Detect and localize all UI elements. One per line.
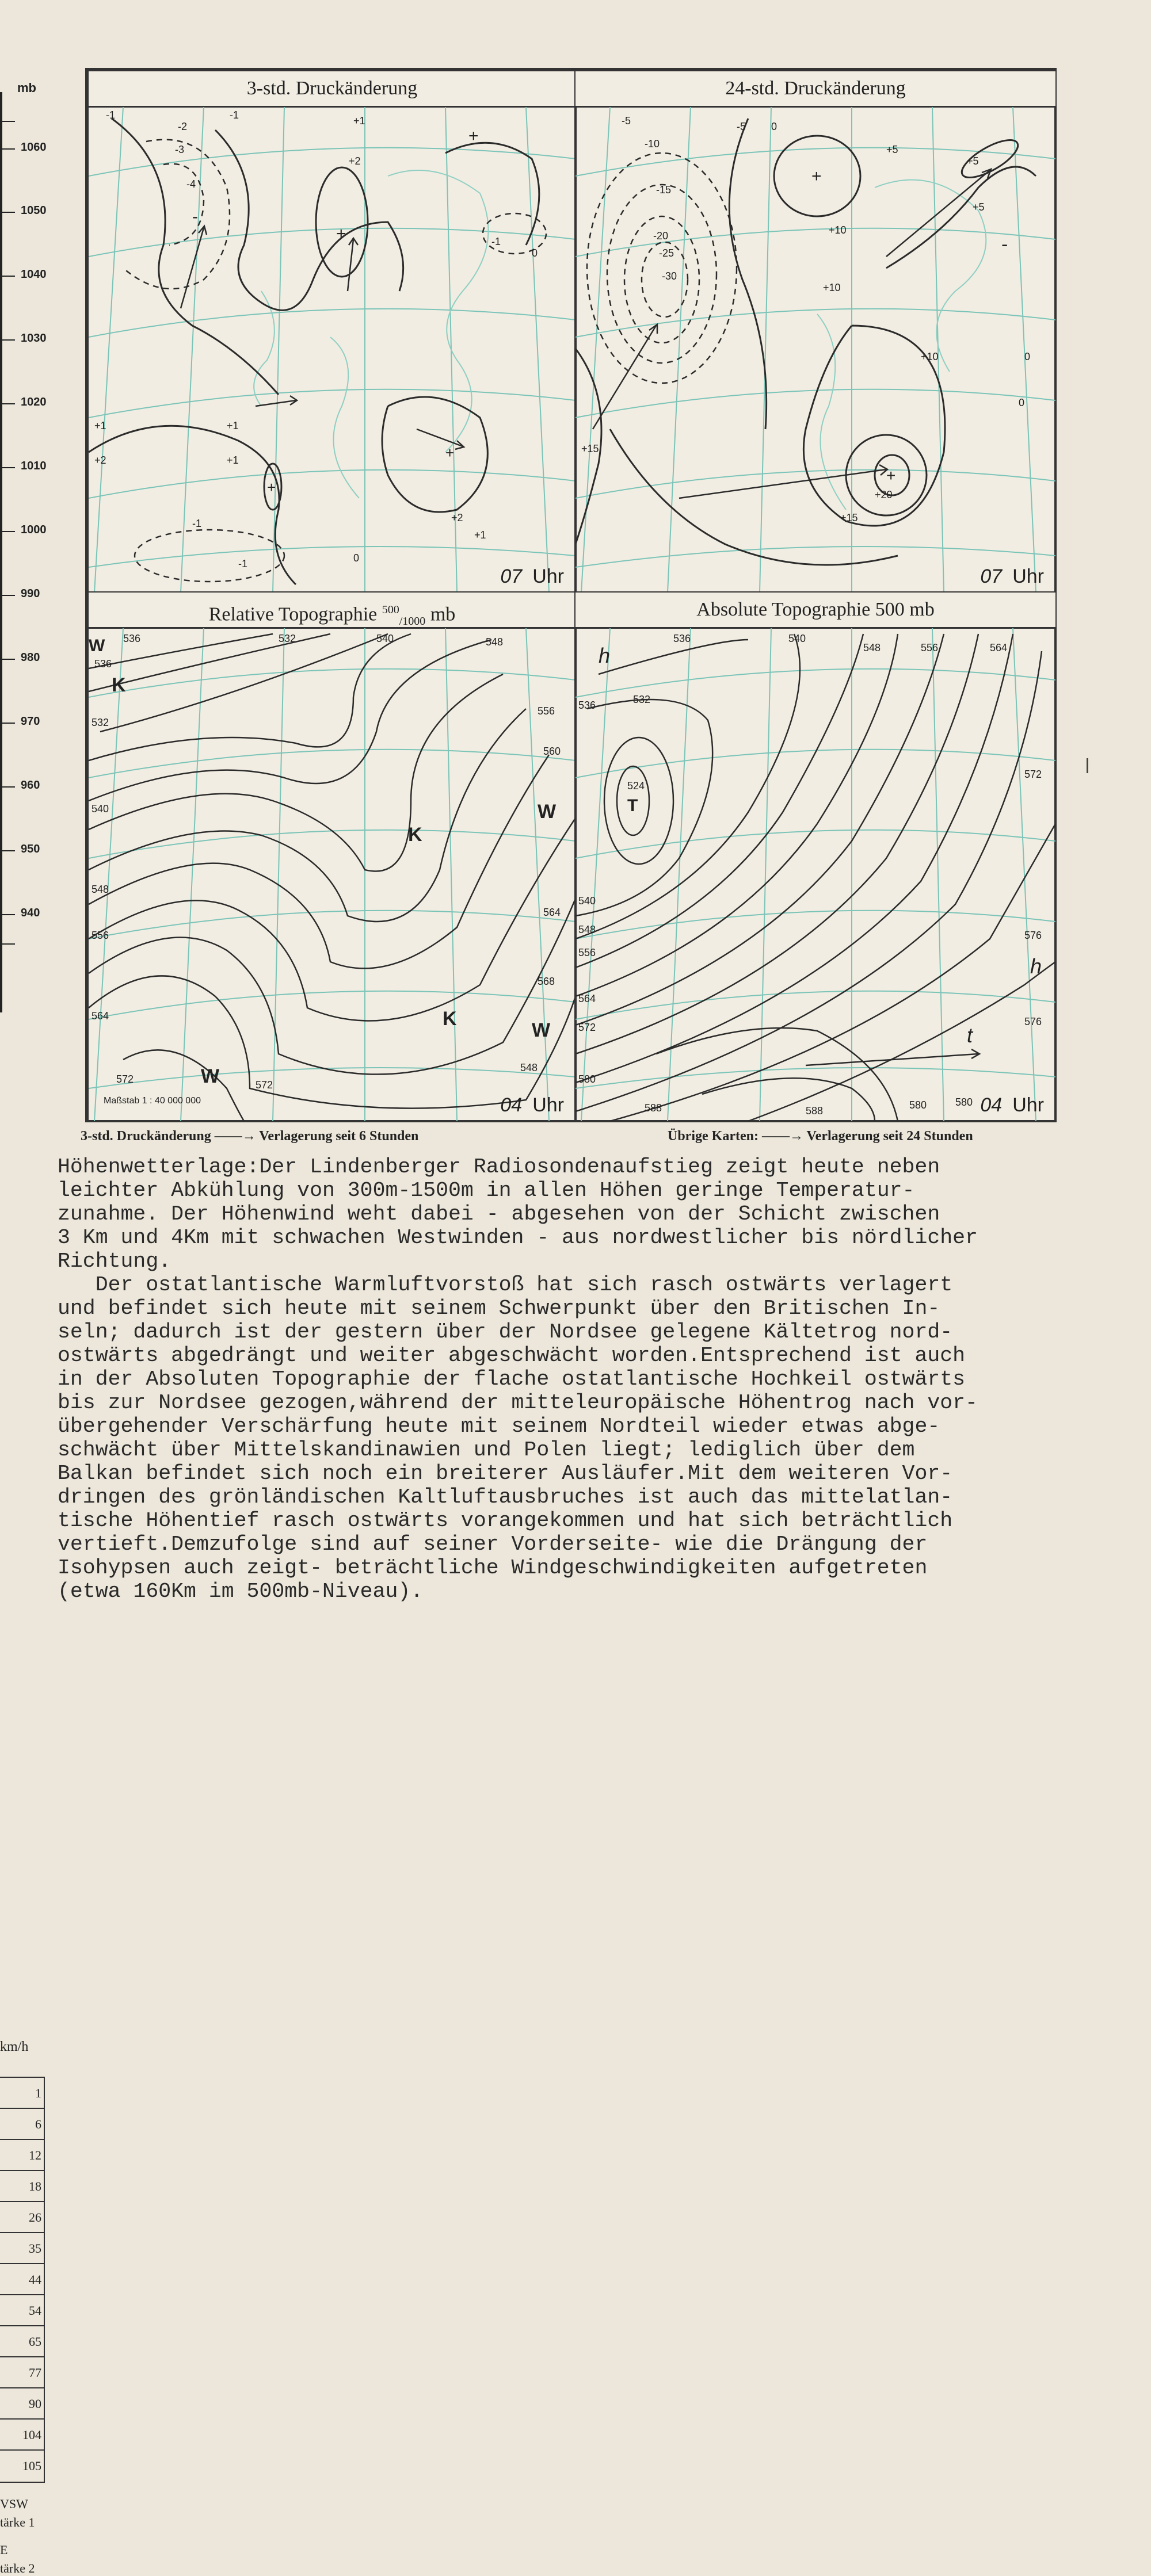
wind-value: 77 — [29, 2365, 41, 2380]
cold-air-mark: K — [408, 824, 422, 846]
pressure-center-mark: + — [336, 224, 346, 243]
contour-label: 532 — [92, 717, 109, 728]
scale-tick — [0, 659, 15, 660]
contour-label: +5 — [973, 201, 985, 213]
panel-3h-pressure-change — [87, 70, 577, 594]
scale-tick — [0, 914, 15, 915]
contour-label: +20 — [875, 489, 893, 500]
isallobars — [89, 119, 539, 584]
contour-label: +10 — [829, 224, 847, 236]
contour-label: 564 — [92, 1010, 109, 1022]
panel-title — [89, 593, 576, 629]
warm-air-mark: W — [538, 801, 557, 823]
scale-tick — [0, 595, 15, 596]
contour-label: -30 — [662, 270, 677, 282]
warm-air-mark: W — [532, 1019, 551, 1041]
pressure-center-mark: + — [886, 467, 896, 484]
contour-label: +10 — [921, 351, 939, 362]
hour-value: 04 — [500, 1094, 523, 1116]
map-svg — [576, 107, 1055, 593]
map-area — [576, 628, 1055, 1121]
contour-label: 560 — [543, 746, 561, 757]
pressure-tick-label: 1040 — [21, 268, 47, 281]
pressure-tick-label: 970 — [21, 715, 40, 728]
legend-left — [81, 1129, 418, 1144]
hour-unit: Uhr — [1012, 565, 1044, 587]
high-mark: h — [599, 644, 611, 667]
contour-label: 556 — [578, 947, 596, 958]
legend-text: 3-std. Druckänderung — [81, 1129, 215, 1144]
wind-value: 6 — [35, 2117, 41, 2131]
pressure-tick-label: 950 — [21, 843, 40, 855]
contour-label: 548 — [486, 636, 504, 648]
wind-code: VSW — [0, 2497, 28, 2511]
panel-24h-pressure-change — [574, 70, 1057, 594]
hour-unit: Uhr — [532, 1094, 564, 1116]
scale-tick — [0, 850, 15, 851]
scale-tick — [0, 467, 15, 468]
wind-value: 90 — [29, 2397, 41, 2411]
warm-air-mark: W — [89, 636, 105, 655]
wind-value: 105 — [22, 2459, 41, 2473]
contour-label: +2 — [349, 155, 361, 167]
high-mark: h — [1030, 954, 1042, 978]
contour-label: +1 — [94, 420, 106, 431]
time-label — [980, 565, 1044, 588]
contour-label: 0 — [353, 552, 360, 564]
contour-label: -5 — [737, 121, 746, 132]
map-svg — [89, 628, 576, 1121]
panel-title: Absolute Topographie 500 mb — [576, 593, 1055, 629]
contour-labels — [89, 633, 561, 1091]
contour-label: 564 — [990, 642, 1008, 653]
wind-value: 26 — [29, 2210, 41, 2225]
hour-unit: Uhr — [1012, 1094, 1044, 1116]
contour-label: 556 — [538, 705, 555, 717]
margin-mark — [1087, 758, 1088, 773]
legend-text: Übrige Karten: — [668, 1129, 762, 1144]
wind-cell — [0, 2418, 45, 2451]
contour-label: 548 — [92, 884, 109, 895]
scale-tick — [0, 276, 15, 277]
low-mark: t — [967, 1023, 973, 1047]
contour-label: -4 — [186, 178, 196, 190]
time-label — [500, 1094, 564, 1117]
wind-code: E — [0, 2543, 8, 2557]
scale-tick — [0, 339, 15, 341]
wind-cell — [0, 2325, 45, 2357]
contour-label: +1 — [227, 420, 239, 431]
weather-map-grid — [85, 68, 1057, 1122]
map-area — [89, 107, 576, 593]
contour-label: -15 — [656, 184, 672, 196]
wind-cell — [0, 2170, 45, 2202]
pressure-center-mark: + — [445, 444, 455, 461]
paragraph: Höhenwetterlage:Der Lindenberger Radiosondenaufstieg zeigt heute neben leichter Abkühlung von 300m-1500m in allen Höhen geringe Temperatur- zunahme. Der Höhenwind weht dabei - abgesehen von der Schicht zwischen 3 Km und 4Km mit schwachen Westwinden - aus nordwestlicher bis nördlicher Richtung. — [58, 1155, 978, 1273]
wind-scale — [0, 1012, 58, 2575]
scale-tick — [0, 943, 15, 945]
pressure-tick-label: 1060 — [21, 141, 47, 154]
pressure-tick-label: 990 — [21, 587, 40, 600]
map-scale-note: Maßstab 1 : 40 000 000 — [104, 1096, 201, 1106]
title-subscript: /1000 — [399, 615, 426, 628]
contour-label: -5 — [622, 115, 631, 127]
contour-label: 548 — [520, 1062, 538, 1073]
contour-label: +1 — [227, 454, 239, 466]
map-area — [89, 628, 576, 1121]
legend-right — [668, 1129, 973, 1144]
paragraph: Der ostatlantische Warmluftvorstoß hat sich rasch ostwärts verlagert und befindet sich heute mit seinem Schwerpunkt über den Britischen In- seln; dadurch ist der gestern über der Nordsee gelegene Kältetrog nord- ostwärts abgedrängt und weiter abgeschwächt worden.Entsprechend ist auch in der Absoluten Topographie der flache ostatlantische Hochkeil ostwärts bis zur Nordsee gezogen,während der mitteleuropäische Höhentrog nach vor- übergehender Verschärfung heute mit seinem Nordteil wieder etwas abge- schwächt über Mittelskandinawien und Polen liegt; lediglich über dem Balkan befindet sich noch ein breiterer Ausläufer.Mit dem weiteren Vor- dringen des grönländischen Kaltluftausbruches ist auch das mittelatlan- tische Höhentief rasch ostwärts vorangekommen und hat sich beträchtlich vertieft.Demzufolge sind auf seiner Vorderseite- wie die Drängung der Isohypsen auch zeigt- beträchtliche Windgeschwindigkeiten aufgetreten (etwa 160Km im 500mb-Niveau). — [58, 1273, 978, 1603]
displacement-arrows — [806, 1049, 980, 1065]
contour-label: 0 — [771, 121, 778, 132]
graticule — [89, 628, 576, 1121]
contour-label: 572 — [1024, 769, 1042, 780]
contour-label: -1 — [106, 109, 116, 121]
map-svg — [576, 628, 1055, 1121]
low-center-mark: T — [627, 796, 638, 815]
scale-tick — [0, 148, 15, 150]
cold-air-mark: K — [112, 674, 126, 696]
wind-value: 18 — [29, 2179, 41, 2193]
wind-cell — [0, 2387, 45, 2420]
contour-label: 548 — [578, 924, 596, 935]
scale-tick — [0, 786, 15, 788]
wind-value: 104 — [22, 2428, 41, 2442]
contour-label: 556 — [92, 930, 109, 941]
isohypses — [576, 634, 1055, 1121]
title-superscript: 500 — [382, 603, 399, 616]
pressure-center-mark: + — [468, 127, 479, 146]
wind-value: 65 — [29, 2334, 41, 2349]
isohypses — [89, 634, 576, 1121]
wind-code: tärke 2 — [0, 2561, 35, 2575]
wind-cell — [0, 2108, 45, 2140]
contour-label: 536 — [673, 633, 691, 644]
wind-cell — [0, 2201, 45, 2233]
contour-label: 588 — [645, 1102, 662, 1114]
wind-value: 54 — [29, 2303, 41, 2318]
map-svg — [89, 107, 576, 593]
contour-label: 572 — [256, 1079, 273, 1091]
contour-label: 548 — [863, 642, 881, 653]
pressure-center-mark: + — [267, 479, 276, 496]
panel-title: 3-std. Druckänderung — [89, 71, 576, 108]
pressure-scale-axis — [0, 92, 2, 1012]
panel-title: 24-std. Druckänderung — [576, 71, 1055, 108]
pressure-tick-label: 1050 — [21, 204, 47, 217]
contour-label: +5 — [886, 144, 898, 155]
contour-label: 572 — [116, 1073, 134, 1085]
pressure-tick-label: 960 — [21, 779, 40, 792]
arrow-icon: ——→ — [214, 1129, 256, 1144]
contour-label: +2 — [94, 454, 106, 466]
pressure-tick-label: 1010 — [21, 460, 47, 472]
pressure-tick-label: 1030 — [21, 332, 47, 345]
scale-tick — [0, 212, 15, 213]
wind-cell — [0, 2356, 45, 2388]
wind-cell — [0, 2263, 45, 2295]
contour-label: 532 — [633, 694, 651, 705]
wind-value: 44 — [29, 2272, 41, 2287]
contour-label: 580 — [578, 1073, 596, 1085]
contour-label: +1 — [474, 529, 486, 541]
contour-label: 540 — [788, 633, 806, 644]
legend-text: Verlagerung seit 6 Stunden — [256, 1129, 419, 1144]
contour-label: -3 — [175, 144, 185, 155]
wind-value: 1 — [35, 2086, 41, 2100]
contour-labels — [94, 109, 538, 570]
contour-label: 564 — [578, 993, 596, 1004]
pressure-center-mark: - — [1001, 234, 1008, 255]
contour-label: +1 — [353, 115, 365, 127]
contour-label: 564 — [543, 907, 561, 918]
contour-label: +15 — [581, 443, 599, 454]
wind-value: 12 — [29, 2148, 41, 2162]
contour-label: 572 — [578, 1022, 596, 1033]
contour-label: +5 — [967, 155, 979, 167]
contour-label: +15 — [840, 512, 858, 523]
pressure-tick-label: 980 — [21, 651, 40, 664]
wind-cell — [0, 2294, 45, 2326]
contour-label: 568 — [538, 976, 555, 987]
hour-value: 07 — [980, 565, 1003, 587]
contour-label: -1 — [192, 518, 202, 529]
contour-label: +10 — [823, 282, 841, 293]
contour-label: 0 — [1019, 397, 1025, 408]
map-area — [576, 107, 1055, 593]
wind-cell — [0, 2139, 45, 2171]
pressure-tick-label: 940 — [21, 907, 40, 919]
pressure-center-mark: + — [811, 167, 822, 186]
contour-label: -1 — [491, 236, 501, 247]
contour-label: 540 — [376, 633, 394, 644]
scale-tick — [0, 531, 15, 532]
panel-absolute-topography — [574, 591, 1057, 1122]
scale-tick — [0, 403, 15, 404]
contour-label: -10 — [645, 138, 660, 150]
wind-cell — [0, 2449, 45, 2483]
contour-label: -1 — [230, 109, 239, 121]
contour-label: -20 — [653, 230, 669, 242]
scale-tick — [0, 121, 15, 122]
panel-relative-topography — [87, 591, 577, 1122]
legend-text: Verlagerung seit 24 Stunden — [803, 1129, 973, 1144]
contour-label: 532 — [279, 633, 296, 644]
title-text: Relative Topographie — [208, 603, 382, 625]
contour-label: 524 — [627, 780, 645, 792]
contour-label: 588 — [806, 1105, 824, 1117]
contour-label: 540 — [92, 803, 109, 815]
isallobars — [576, 119, 1036, 565]
scale-tick — [0, 723, 15, 724]
contour-label: 556 — [921, 642, 939, 653]
warm-air-mark: W — [201, 1065, 220, 1087]
contour-label: 576 — [1024, 1016, 1042, 1027]
pressure-unit-label: mb — [17, 81, 36, 95]
contour-label: 536 — [578, 700, 596, 711]
contour-label: 580 — [955, 1096, 973, 1108]
contour-label: 580 — [909, 1099, 927, 1111]
wind-unit-label: km/h — [0, 2039, 29, 2054]
contour-label: 540 — [578, 895, 596, 907]
hour-value: 07 — [500, 565, 523, 587]
hour-unit: Uhr — [532, 565, 564, 587]
wind-value: 35 — [29, 2241, 41, 2256]
wind-code: tärke 1 — [0, 2515, 35, 2529]
contour-label: +2 — [451, 512, 463, 523]
pressure-tick-label: 1000 — [21, 523, 47, 536]
negative-isallobars — [123, 140, 546, 582]
arrow-icon: ——→ — [761, 1129, 803, 1144]
contour-label: 536 — [94, 658, 112, 670]
contour-label: 0 — [1024, 351, 1031, 362]
contour-label: -25 — [659, 247, 674, 259]
contour-label: 0 — [532, 247, 538, 259]
wind-cell — [0, 2232, 45, 2264]
contour-label: -1 — [238, 558, 248, 570]
contour-label: 576 — [1024, 930, 1042, 941]
contour-label: -2 — [178, 121, 188, 132]
pressure-tick-label: 1020 — [21, 396, 47, 408]
pressure-center-mark: - — [192, 207, 198, 226]
wind-cell — [0, 2077, 45, 2109]
contour-label: 536 — [123, 633, 141, 644]
weather-report-text — [58, 1155, 1139, 1603]
time-label — [980, 1094, 1044, 1117]
cold-air-mark: K — [443, 1008, 457, 1030]
hour-value: 04 — [980, 1094, 1003, 1116]
time-label — [500, 565, 564, 588]
graticule — [89, 107, 576, 593]
pressure-scale — [0, 0, 81, 989]
title-unit: mb — [425, 603, 456, 625]
